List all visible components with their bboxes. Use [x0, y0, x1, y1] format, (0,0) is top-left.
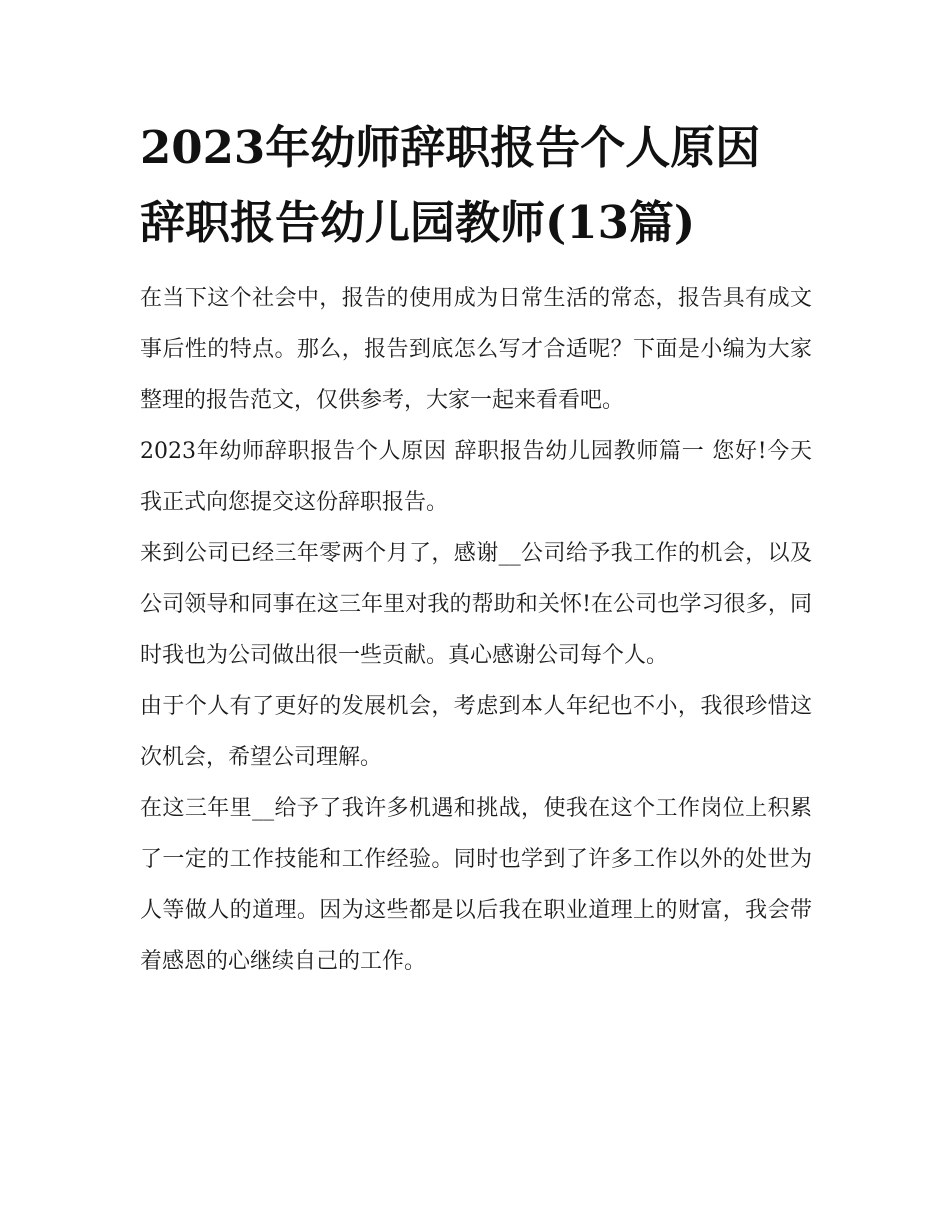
- paragraph-experience: 在这三年里__给予了我许多机遇和挑战，使我在这个工作岗位上积累了一定的工作技能和工作经验。同时也学到了许多工作以外的处世为人等做人的道理。因为这些都是以后我在职业道理上的财富，我会带着感恩的心继续自己的工作。: [140, 796, 812, 974]
- document-body: [140, 273, 812, 987]
- document-title: 2023年幼师辞职报告个人原因 辞职报告幼儿园教师(13篇): [140, 121, 761, 249]
- paragraph-gratitude: 来到公司已经三年零两个月了，感谢__公司给予我工作的机会，以及公司领导和同事在这三年里对我的帮助和关怀!在公司也学习很多，同时我也为公司做出很一些贡献。真心感谢公司每个人。: [140, 541, 812, 668]
- paragraph-greeting: 2023年幼师辞职报告个人原因 辞职报告幼儿园教师篇一 您好!今天我正式向您提交这份辞职报告。: [140, 439, 812, 515]
- paragraph-intro: 在当下这个社会中，报告的使用成为日常生活的常态，报告具有成文事后性的特点。那么，报告到底怎么写才合适呢？下面是小编为大家整理的报告范文，仅供参考，大家一起来看看吧。: [140, 286, 812, 413]
- paragraph-reason: 由于个人有了更好的发展机会，考虑到本人年纪也不小，我很珍惜这次机会，希望公司理解。: [140, 694, 812, 770]
